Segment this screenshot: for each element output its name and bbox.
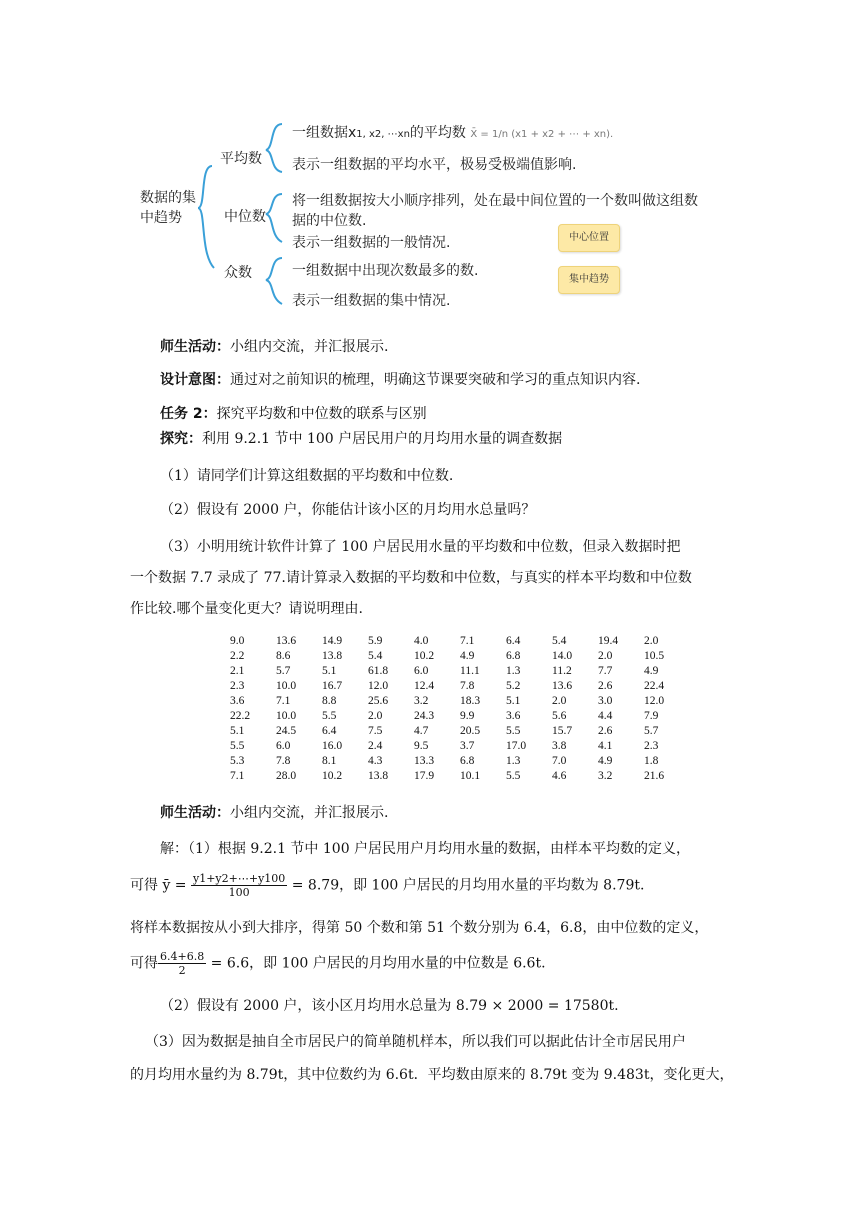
solution-line-6: （3）因为数据是抽自全市居民户的简单随机样本，所以我们可以据此估计全市居民用户 xyxy=(145,1034,686,1050)
median-definition-2: 据的中位数. xyxy=(292,213,367,229)
mode-description: 表示一组数据的集中情况. xyxy=(292,293,451,309)
table-cell: 6.8 xyxy=(506,649,521,662)
question-3-line-3: 作比较.哪个量变化更大？请说明理由. xyxy=(130,601,363,617)
node-median: 中位数 xyxy=(224,209,266,225)
table-cell: 13.8 xyxy=(322,649,343,662)
mean-def-prefix: 一组数据x xyxy=(292,125,357,141)
table-cell: 16.0 xyxy=(322,739,343,752)
median-fraction-denominator: 2 xyxy=(178,964,186,977)
table-cell: 7.8 xyxy=(276,754,291,767)
table-cell: 4.4 xyxy=(598,709,613,722)
table-cell: 5.6 xyxy=(552,709,567,722)
table-cell: 19.4 xyxy=(598,634,619,647)
table-cell: 12.0 xyxy=(368,679,389,692)
table-cell: 7.8 xyxy=(460,679,475,692)
table-cell: 4.7 xyxy=(414,724,429,737)
mind-map xyxy=(130,108,750,318)
table-row xyxy=(230,768,690,783)
table-cell: 5.5 xyxy=(322,709,337,722)
table-cell: 5.5 xyxy=(506,769,521,782)
table-cell: 13.8 xyxy=(368,769,389,782)
table-cell: 2.3 xyxy=(230,679,245,692)
table-cell: 4.9 xyxy=(460,649,475,662)
table-row xyxy=(230,633,690,648)
table-cell: 15.7 xyxy=(552,724,573,737)
table-cell: 7.1 xyxy=(460,634,475,647)
table-cell: 2.0 xyxy=(598,649,613,662)
table-row xyxy=(230,723,690,738)
table-cell: 5.1 xyxy=(322,664,337,677)
task-2 xyxy=(160,404,427,424)
activity-1 xyxy=(160,337,388,357)
table-cell: 10.2 xyxy=(414,649,435,662)
solution-line-4 xyxy=(130,950,546,977)
table-cell: 8.1 xyxy=(322,754,337,767)
table-cell: 16.7 xyxy=(322,679,343,692)
table-cell: 7.1 xyxy=(276,694,291,707)
table-cell: 1.3 xyxy=(506,754,521,767)
table-cell: 4.9 xyxy=(598,754,613,767)
task-2-label: 任务 2： xyxy=(160,406,217,422)
table-cell: 22.4 xyxy=(644,679,665,692)
table-row xyxy=(230,693,690,708)
tag-central-tendency: 集中趋势 xyxy=(558,266,620,294)
table-cell: 10.5 xyxy=(644,649,665,662)
mean-fraction-denominator: 100 xyxy=(228,886,250,899)
table-row xyxy=(230,678,690,693)
solution-4-suffix: = 6.6，即 100 户居民的月均用水量的中位数是 6.6t. xyxy=(210,955,546,972)
table-cell: 2.0 xyxy=(368,709,383,722)
mind-map-root: 数据的集中趋势 xyxy=(140,190,196,226)
table-cell: 6.0 xyxy=(276,739,291,752)
table-cell: 9.5 xyxy=(414,739,429,752)
explore-label: 探究： xyxy=(160,431,202,447)
activity-1-text: 小组内交流，并汇报展示. xyxy=(230,339,389,355)
table-cell: 4.6 xyxy=(552,769,567,782)
solution-line-7: 的月均用水量约为 8.79t，其中位数约为 6.6t．平均数由原来的 8.79t 变为 9.483t，变化更大， xyxy=(130,1067,734,1083)
table-cell: 4.9 xyxy=(644,664,659,677)
table-cell: 6.8 xyxy=(460,754,475,767)
table-cell: 5.7 xyxy=(644,724,659,737)
table-cell: 2.4 xyxy=(368,739,383,752)
table-cell: 7.1 xyxy=(230,769,245,782)
water-usage-table xyxy=(230,633,690,783)
question-1: （1）请同学们计算这组数据的平均数和中位数. xyxy=(160,468,454,484)
question-2: （2）假设有 2000 户，你能估计该小区的月均用水总量吗？ xyxy=(160,502,536,518)
table-cell: 5.4 xyxy=(368,649,383,662)
table-cell: 5.5 xyxy=(506,724,521,737)
table-cell: 17.0 xyxy=(506,739,527,752)
table-cell: 5.4 xyxy=(552,634,567,647)
table-cell: 5.1 xyxy=(506,694,521,707)
table-cell: 9.9 xyxy=(460,709,475,722)
node-mean: 平均数 xyxy=(220,151,262,167)
table-cell: 3.0 xyxy=(598,694,613,707)
table-cell: 6.4 xyxy=(322,724,337,737)
table-cell: 22.2 xyxy=(230,709,251,722)
solution-line-5: （2）假设有 2000 户，该小区月均用水总量为 8.79 × 2000 = 17580t. xyxy=(160,998,619,1014)
table-cell: 28.0 xyxy=(276,769,297,782)
mean-formula: X̄ = 1/n (x1 + x2 + ⋯ + xn). xyxy=(470,129,614,140)
table-cell: 11.2 xyxy=(552,664,572,677)
table-cell: 5.3 xyxy=(230,754,245,767)
table-cell: 8.6 xyxy=(276,649,291,662)
design-label: 设计意图： xyxy=(160,372,230,388)
table-cell: 3.2 xyxy=(598,769,613,782)
table-cell: 7.7 xyxy=(598,664,613,677)
table-cell: 5.5 xyxy=(230,739,245,752)
table-cell: 17.9 xyxy=(414,769,435,782)
table-cell: 13.6 xyxy=(276,634,297,647)
table-cell: 2.3 xyxy=(644,739,659,752)
table-cell: 1.3 xyxy=(506,664,521,677)
table-cell: 13.3 xyxy=(414,754,435,767)
activity-2-text: 小组内交流，并汇报展示. xyxy=(230,805,389,821)
activity-2 xyxy=(160,803,388,823)
median-fraction xyxy=(158,950,206,977)
question-3-line-1: （3）小明用统计软件计算了 100 户居民用水量的平均数和中位数，但录入数据时把 xyxy=(160,539,681,555)
table-cell: 14.9 xyxy=(322,634,343,647)
solution-2-suffix: = 8.79，即 100 户居民的月均用水量的平均数为 8.79t. xyxy=(291,877,645,894)
table-cell: 4.0 xyxy=(414,634,429,647)
activity-2-label: 师生活动： xyxy=(160,805,230,821)
mean-description: 表示一组数据的平均水平，极易受极端值影响. xyxy=(292,157,577,173)
task-2-text: 探究平均数和中位数的联系与区别 xyxy=(216,406,427,422)
table-cell: 4.1 xyxy=(598,739,613,752)
table-cell: 5.2 xyxy=(506,679,521,692)
table-row xyxy=(230,663,690,678)
table-cell: 10.1 xyxy=(460,769,481,782)
median-fraction-numerator: 6.4+6.8 xyxy=(160,950,205,963)
mode-definition: 一组数据中出现次数最多的数. xyxy=(292,263,479,279)
table-cell: 3.6 xyxy=(230,694,245,707)
table-cell: 7.9 xyxy=(644,709,659,722)
table-cell: 21.6 xyxy=(644,769,665,782)
mean-fraction-numerator: y1+y2+⋯+y100 xyxy=(193,872,286,885)
table-row xyxy=(230,738,690,753)
mean-definition xyxy=(292,122,613,142)
table-cell: 61.8 xyxy=(368,664,389,677)
table-cell: 7.5 xyxy=(368,724,383,737)
table-cell: 5.9 xyxy=(368,634,383,647)
table-cell: 3.7 xyxy=(460,739,475,752)
table-cell: 8.8 xyxy=(322,694,337,707)
table-cell: 4.3 xyxy=(368,754,383,767)
solution-line-3: 将样本数据按从小到大排序，得第 50 个数和第 51 个数分别为 6.4，6.8，由中位数的定义， xyxy=(130,920,709,936)
activity-1-label: 师生活动： xyxy=(160,339,230,355)
table-cell: 10.0 xyxy=(276,679,297,692)
solution-line-2 xyxy=(130,872,644,899)
table-cell: 10.0 xyxy=(276,709,297,722)
table-cell: 6.4 xyxy=(506,634,521,647)
table-row xyxy=(230,648,690,663)
table-cell: 2.6 xyxy=(598,724,613,737)
table-cell: 3.6 xyxy=(506,709,521,722)
table-cell: 1.8 xyxy=(644,754,659,767)
table-cell: 18.3 xyxy=(460,694,481,707)
explore-text: 利用 9.2.1 节中 100 户居民用户的月均用水量的调查数据 xyxy=(202,431,563,447)
table-cell: 24.3 xyxy=(414,709,435,722)
table-cell: 2.2 xyxy=(230,649,245,662)
solution-line-1: 解：（1）根据 9.2.1 节中 100 户居民用户月均用水量的数据，由样本平均数的定义， xyxy=(160,841,691,857)
table-cell: 13.6 xyxy=(552,679,573,692)
table-cell: 6.0 xyxy=(414,664,429,677)
design-intent xyxy=(160,370,640,390)
table-cell: 3.8 xyxy=(552,739,567,752)
table-cell: 2.0 xyxy=(552,694,567,707)
mean-def-vars: 1, x2, ⋯xn xyxy=(356,129,410,140)
question-3-line-2: 一个数据 7.7 录成了 77.请计算录入数据的平均数和中位数，与真实的样本平均数和中位数 xyxy=(130,570,692,586)
table-cell: 11.1 xyxy=(460,664,480,677)
mean-def-suffix: 的平均数 xyxy=(409,125,466,141)
table-cell: 2.6 xyxy=(598,679,613,692)
table-cell: 24.5 xyxy=(276,724,297,737)
table-cell: 5.1 xyxy=(230,724,245,737)
table-cell: 20.5 xyxy=(460,724,481,737)
explore xyxy=(160,429,562,449)
table-row xyxy=(230,708,690,723)
table-cell: 7.0 xyxy=(552,754,567,767)
table-cell: 12.0 xyxy=(644,694,665,707)
table-cell: 10.2 xyxy=(322,769,343,782)
median-description: 表示一组数据的一般情况. xyxy=(292,235,451,251)
table-cell: 14.0 xyxy=(552,649,573,662)
median-definition-1: 将一组数据按大小顺序排列，处在最中间位置的一个数叫做这组数 xyxy=(292,193,698,209)
tag-center-position: 中心位置 xyxy=(558,224,620,252)
solution-4-prefix: 可得 xyxy=(130,955,158,972)
table-cell: 5.7 xyxy=(276,664,291,677)
table-row xyxy=(230,753,690,768)
table-cell: 12.4 xyxy=(414,679,435,692)
mean-fraction xyxy=(191,872,287,899)
design-text: 通过对之前知识的梳理，明确这节课要突破和学习的重点知识内容. xyxy=(230,372,641,388)
table-cell: 25.6 xyxy=(368,694,389,707)
table-cell: 2.0 xyxy=(644,634,659,647)
table-cell: 9.0 xyxy=(230,634,245,647)
table-cell: 2.1 xyxy=(230,664,245,677)
node-mode: 众数 xyxy=(224,265,252,281)
solution-2-prefix: 可得 ȳ = xyxy=(130,877,187,894)
table-cell: 3.2 xyxy=(414,694,429,707)
